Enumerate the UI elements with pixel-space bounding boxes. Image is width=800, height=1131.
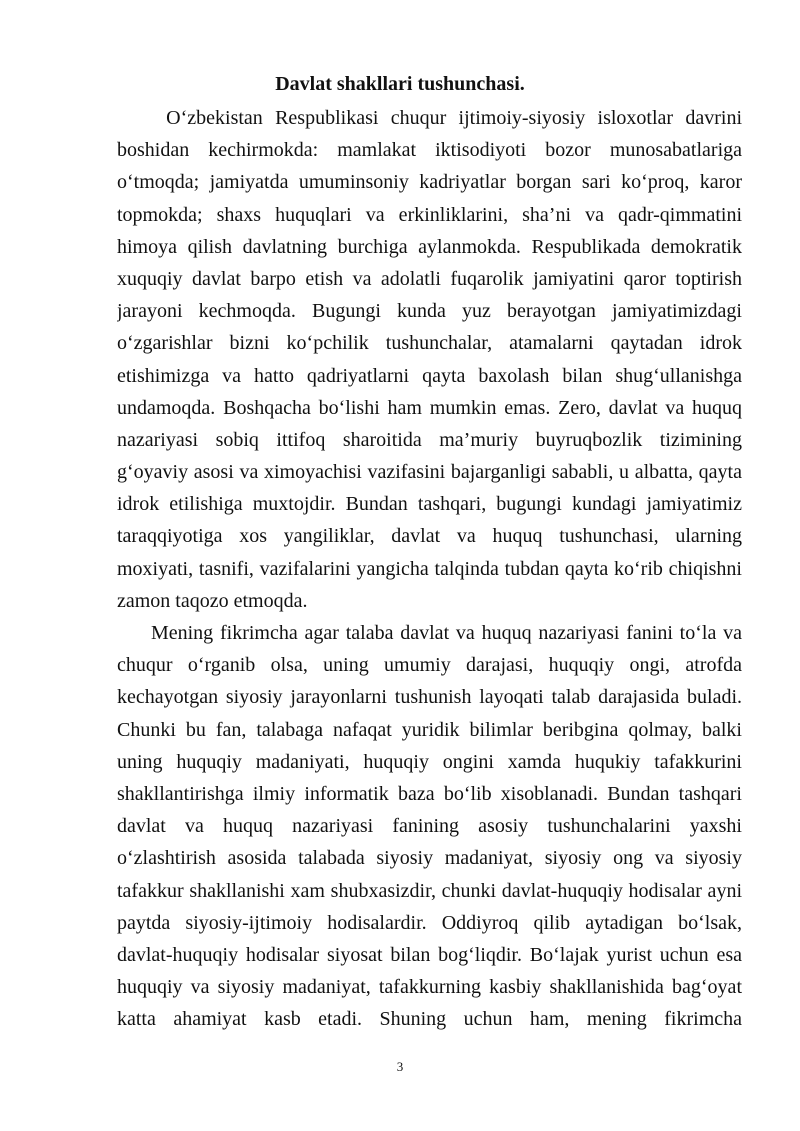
- text-line: paytda siyosiy-ijtimoiy hodisalardir. Oddiyroq qilib aytadigan bo‘lsak,: [117, 911, 742, 934]
- page-number: 3: [396, 1059, 404, 1074]
- text-line: g‘oyaviy asosi va ximoyachisi vazifasini bajarganligi sababli, u albatta, qayta: [117, 461, 742, 484]
- text-line: chuqur o‘rganib olsa, uning umumiy darajasi, huquqiy ongi, atrofda: [117, 654, 742, 677]
- paragraph-1: [117, 102, 742, 617]
- text-line: tafakkur shakllanishi xam shubxasizdir, chunki davlat-huquqiy hodisalar ayni: [117, 879, 742, 902]
- text-line: etishimizga va hatto qadriyatlarni qayta baxolash bilan shug‘ullanishga: [117, 364, 742, 387]
- text-line: undamoqda. Boshqacha bo‘lishi ham mumkin emas. Zero, davlat va huquq: [117, 396, 742, 419]
- text-line: o‘tmoqda; jamiyatda umuminsoniy kadriyatlar borgan sari ko‘proq, karor: [117, 171, 742, 194]
- text-line: o‘zlashtirish asosida talabada siyosiy madaniyat, siyosiy ong va siyosiy: [117, 847, 742, 870]
- text-line: topmokda; shaxs huquqlari va erkinliklarini, sha’ni va qadr-qimmatini: [117, 203, 742, 226]
- text-line: shakllantirishga ilmiy informatik baza bo‘lib xisoblanadi. Bundan tashqari: [117, 782, 742, 805]
- text-line: davlat-huquqiy hodisalar siyosat bilan bog‘liqdir. Bo‘lajak yurist uchun esa: [117, 943, 742, 966]
- text-line: O‘zbekistan Respublikasi chuqur ijtimoiy-siyosiy isloxotlar davrini: [117, 107, 742, 129]
- text-line: xuquqiy davlat barpo etish va adolatli fuqarolik jamiyatini qaror toptirish: [117, 267, 742, 290]
- text-line: boshidan kechirmokda: mamlakat iktisodiyoti bozor munosabatlariga: [117, 139, 742, 162]
- text-line: o‘zgarishlar bizni ko‘pchilik tushunchalar, atamalarni qaytadan idrok: [117, 332, 742, 355]
- text-line: Chunki bu fan, talabaga nafaqat yuridik bilimlar beribgina qolmay, balki: [117, 718, 742, 741]
- text-line: huquqiy va siyosiy madaniyat, tafakkurning kasbiy shakllanishida bag‘oyat: [117, 976, 742, 999]
- document-title: Davlat shakllari tushunchasi.: [275, 73, 525, 95]
- text-line: Mening fikrimcha agar talaba davlat va huquq nazariyasi fanini to‘la va: [117, 622, 742, 644]
- text-line: nazariyasi sobiq ittifoq sharoitida ma’muriy buyruqbozlik tizimining: [117, 428, 742, 451]
- text-line: jarayoni kechmoqda. Bugungi kunda yuz berayotgan jamiyatimizdagi: [117, 300, 742, 323]
- text-line: kechayotgan siyosiy jarayonlarni tushunish layoqati talab darajasida buladi.: [117, 686, 742, 709]
- text-line: taraqqiyotiga xos yangiliklar, davlat va huquq tushunchasi, ularning: [117, 525, 742, 548]
- text-line: davlat va huquq nazariyasi fanining asosiy tushunchalarini yaxshi: [117, 815, 742, 838]
- text-line: idrok etilishiga muxtojdir. Bundan tashqari, bugungi kundagi jamiyatimiz: [117, 493, 742, 516]
- text-line: zamon taqozo etmoqda.: [117, 589, 308, 612]
- text-line: katta ahamiyat kasb etadi. Shuning uchun ham, mening fikrimcha: [117, 1008, 742, 1031]
- text-line: himoya qilish davlatning burchiga aylanmokda. Respublikada demokratik: [117, 235, 742, 258]
- paragraph-2: [117, 617, 742, 1035]
- text-line: moxiyati, tasnifi, vazifalarini yangicha talqinda tubdan qayta ko‘rib chiqishni: [117, 557, 742, 580]
- text-line: uning huquqiy madaniyati, huquqiy ongini xamda huqukiy tafakkurini: [117, 750, 742, 773]
